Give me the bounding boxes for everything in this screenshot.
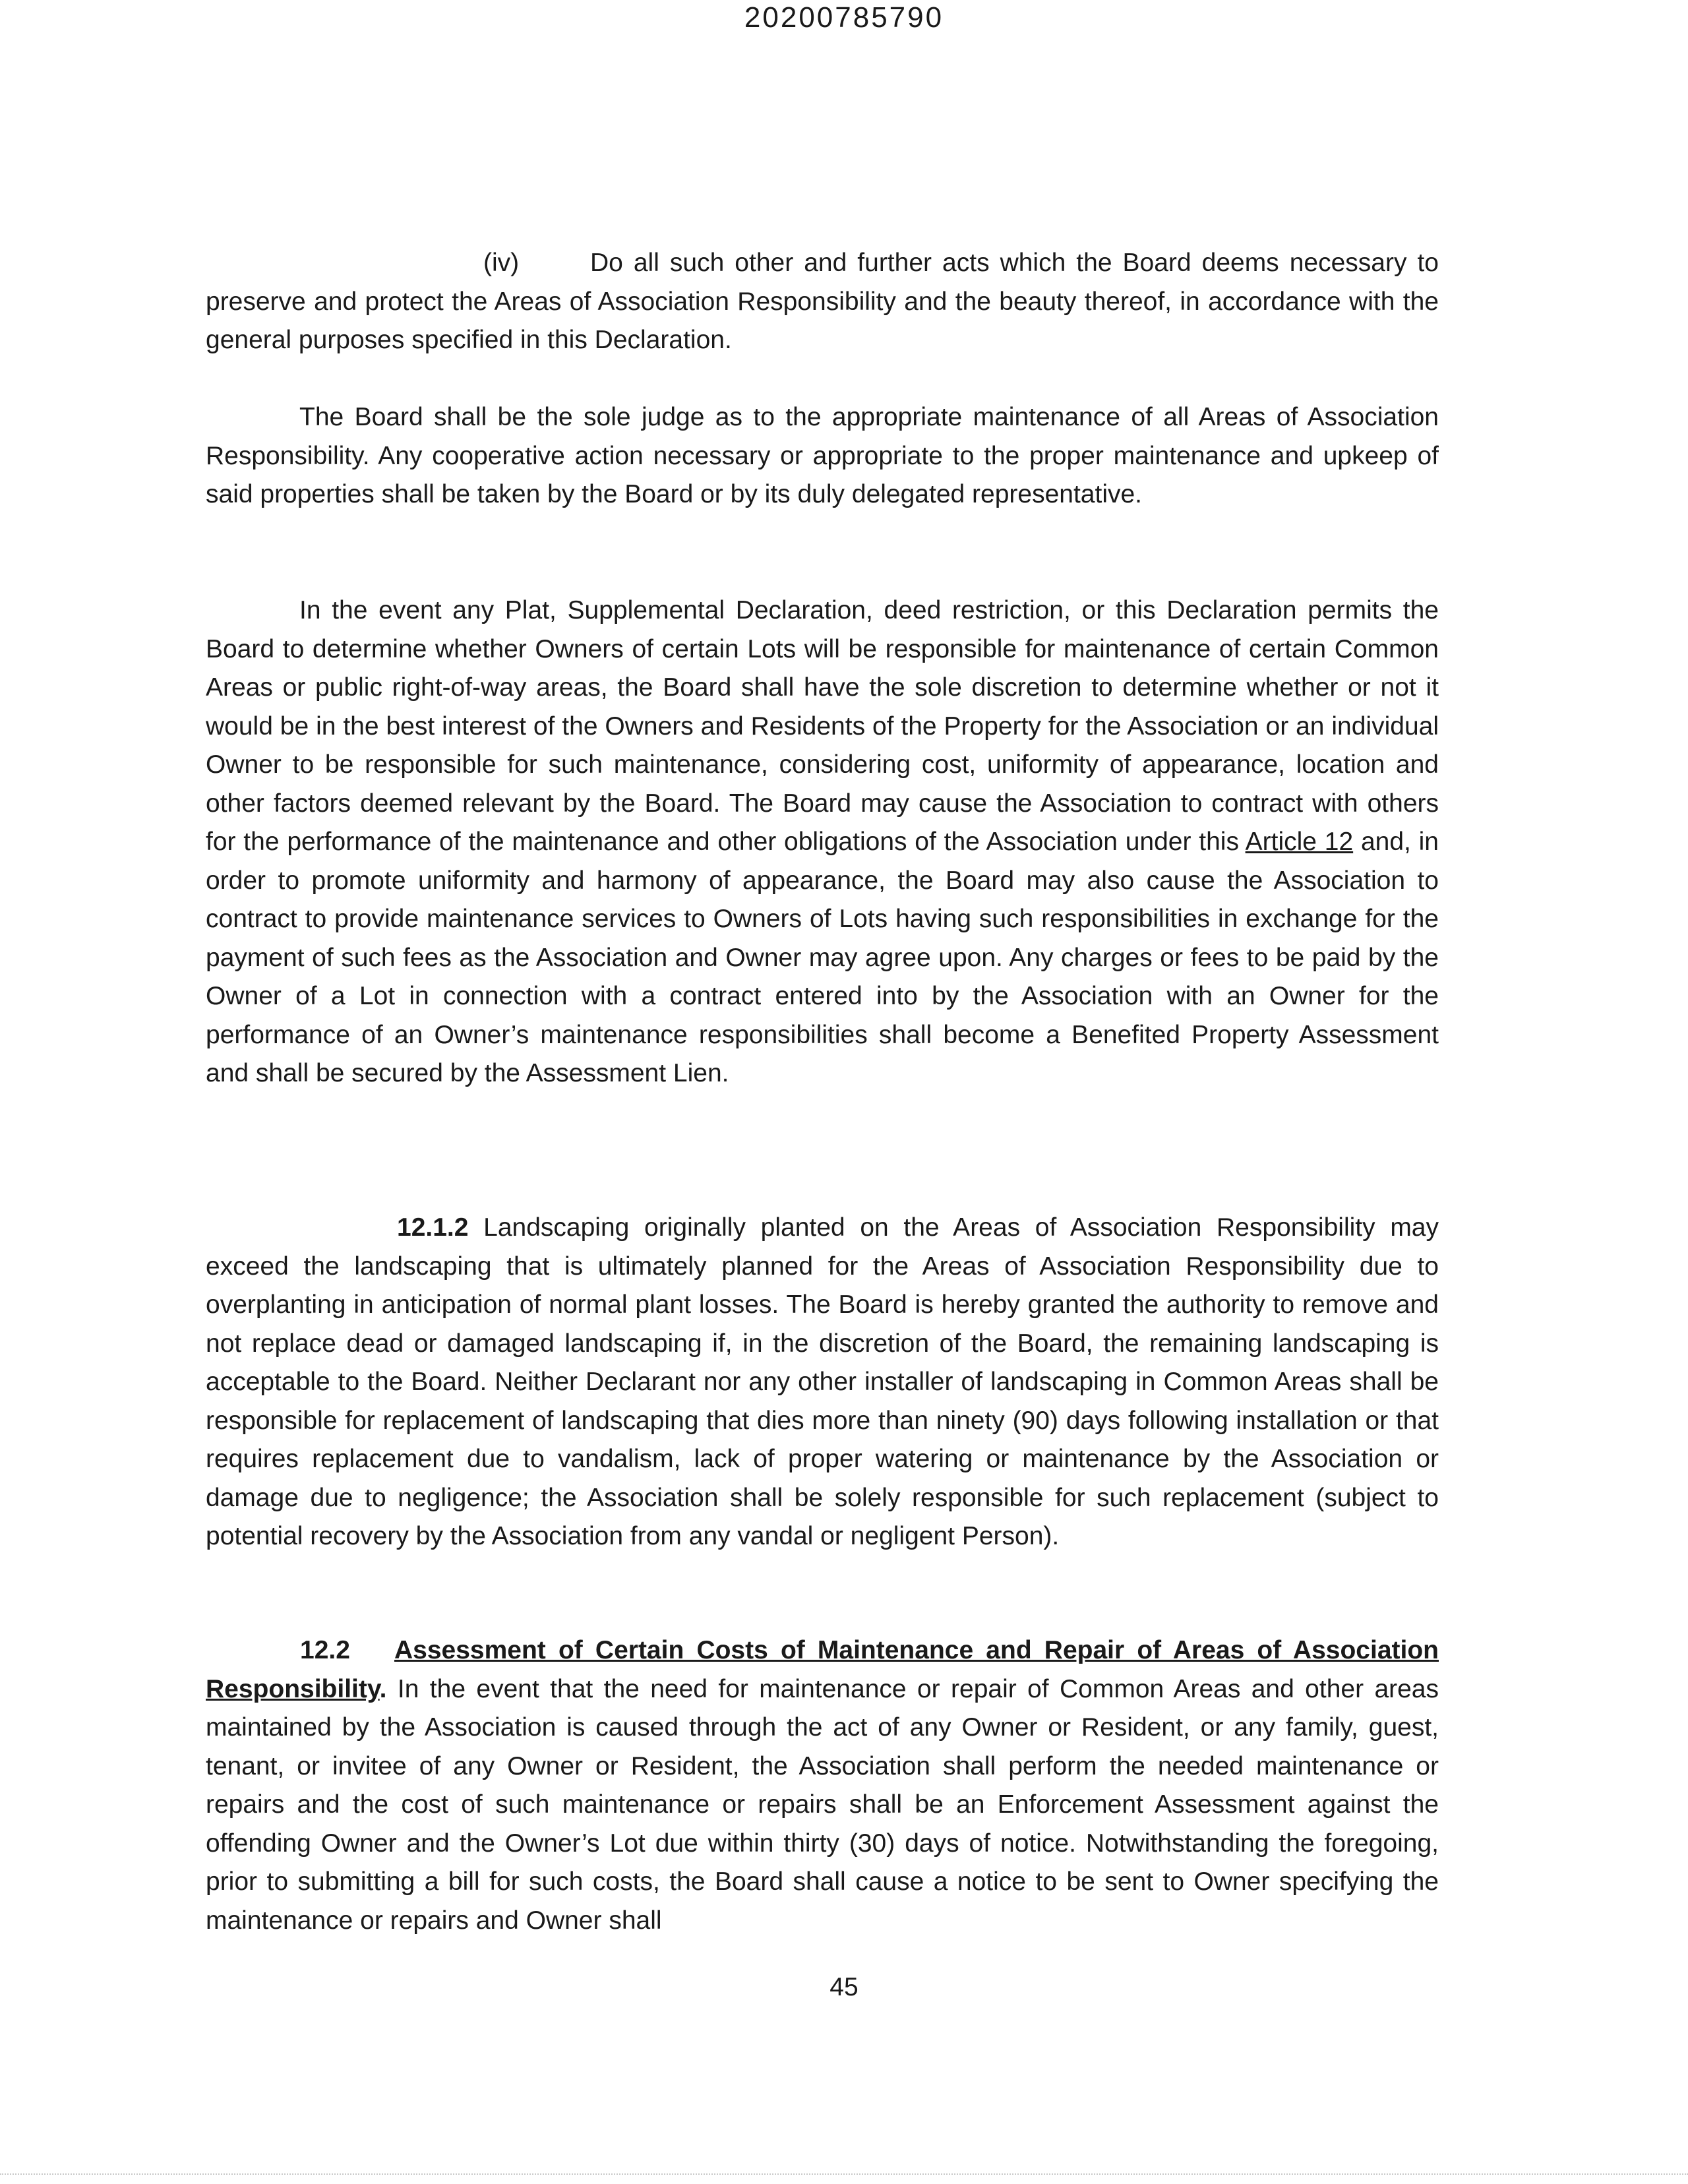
section-12-1-2-text: Landscaping originally planted on the Areas of Association Responsibility may exceed the landscaping that is ultimately planned for the Areas of Association Responsibility due to overplanting in anticipation of normal plant losses. The Board is hereby granted the authority to remove and not replace dead or damaged landscaping if, in the discretion of the Board, the remaining landscaping is acceptable to the Board. Neither Declarant nor any other installer of landscaping in Common Areas shall be responsible for replacement of landscaping that dies more than ninety (90) days following installation or that requires replacement due to vandalism, lack of proper watering or maintenance by the Association or damage due to negligence; the Association shall be solely responsible for such replacement (subject to potential recovery by the Association from any vandal or negligent Person). [206,1213,1439,1550]
section-12-2-text: In the event that the need for maintenance or repair of Common Areas and other areas maintained by the Association is caused through the act of any Owner or Resident, or any family, guest, tenant, or invitee of any Owner or Resident, the Association shall perform the needed maintenance or repairs and the cost of such maintenance or repairs shall be an Enforcement Assessment against the offending Owner and the Owner’s Lot due within thirty (30) days of notice. Notwithstanding the foregoing, prior to submitting a bill for such costs, the Board shall cause a notice to be sent to Owner specifying the maintenance or repairs and Owner shall [206,1674,1439,1935]
paragraph-item-iv [206,244,1439,360]
item-iv-label: (iv) [483,249,520,277]
section-12-1-2 [206,1209,1439,1556]
page-number: 45 [829,1973,859,2001]
board-judge-text: The Board shall be the sole judge as to the appropriate maintenance of all Areas of Association Responsibility. Any cooperative action necessary or appropriate to the proper maintenance and upkeep of said properties shall be taken by the Board or by its duly delegated representative. [206,403,1439,508]
section-12-1-2-number: 12.1.2 [397,1213,469,1242]
paragraph-event-plat [206,592,1439,1093]
event-plat-text-after: and, in order to promote uniformity and harmony of appearance, the Board may also cause the Association to contract to provide maintenance services to Owners of Lots having such responsibilities in exchange for the payment of such fees as the Association and Owner may agree upon. Any charges or fees to be paid by the Owner of a Lot in connection with a contract entered into by the Association with an Owner for the performance of an Owner’s maintenance responsibilities shall become a Benefited Property Assessment and shall be secured by the Assessment Lien. [206,828,1439,1087]
item-iv-text: Do all such other and further acts which the Board deems necessary to preserve and protect the Areas of Association Responsibility and the beauty thereof, in accordance with the general purposes specified in this Declaration. [206,249,1439,354]
paragraph-board-judge [206,398,1439,514]
article-12-reference: Article 12 [1245,828,1354,856]
event-plat-text-before: In the event any Plat, Supplemental Declaration, deed restriction, or this Declaration permits the Board to determine whether Owners of certain Lots will be responsible for maintenance of certain Common Areas or public right-of-way areas, the Board shall have the sole discretion to determine whether or not it would be in the best interest of the Owners and Residents of the Property for the Association or an individual Owner to be responsible for such maintenance, considering cost, uniformity of appearance, location and other factors deemed relevant by the Board. The Board may cause the Association to contract with others for the performance of the maintenance and other obligations of the Association under this [206,596,1439,856]
section-12-2-heading: Assessment of Certain Costs of Maintenance and Repair of Areas of Association Responsibility [206,1636,1439,1703]
document-number: 20200785790 [744,1,944,34]
section-12-2: 12.2 Assessment of Certain Costs of Maintenance and Repair of Areas of Association Responsibility. In the event that the need for maintenance or repair of Common Areas and other areas maintained by the Association is caused through the act of any Owner or Resident, or any family, guest, tenant, or invitee of any Owner or Resident, the Association shall perform the needed maintenance or repairs and the cost of such maintenance or repairs shall be an Enforcement Assessment against the offending Owner and the Owner’s Lot due within thirty (30) days of notice. Notwithstanding the foregoing, prior to submitting a bill for such costs, the Board shall cause a notice to be sent to Owner specifying the maintenance or repairs and Owner shall [206,1631,1439,1940]
section-12-2-number: 12.2 [300,1636,350,1664]
scan-edge-divider [0,2173,1688,2176]
